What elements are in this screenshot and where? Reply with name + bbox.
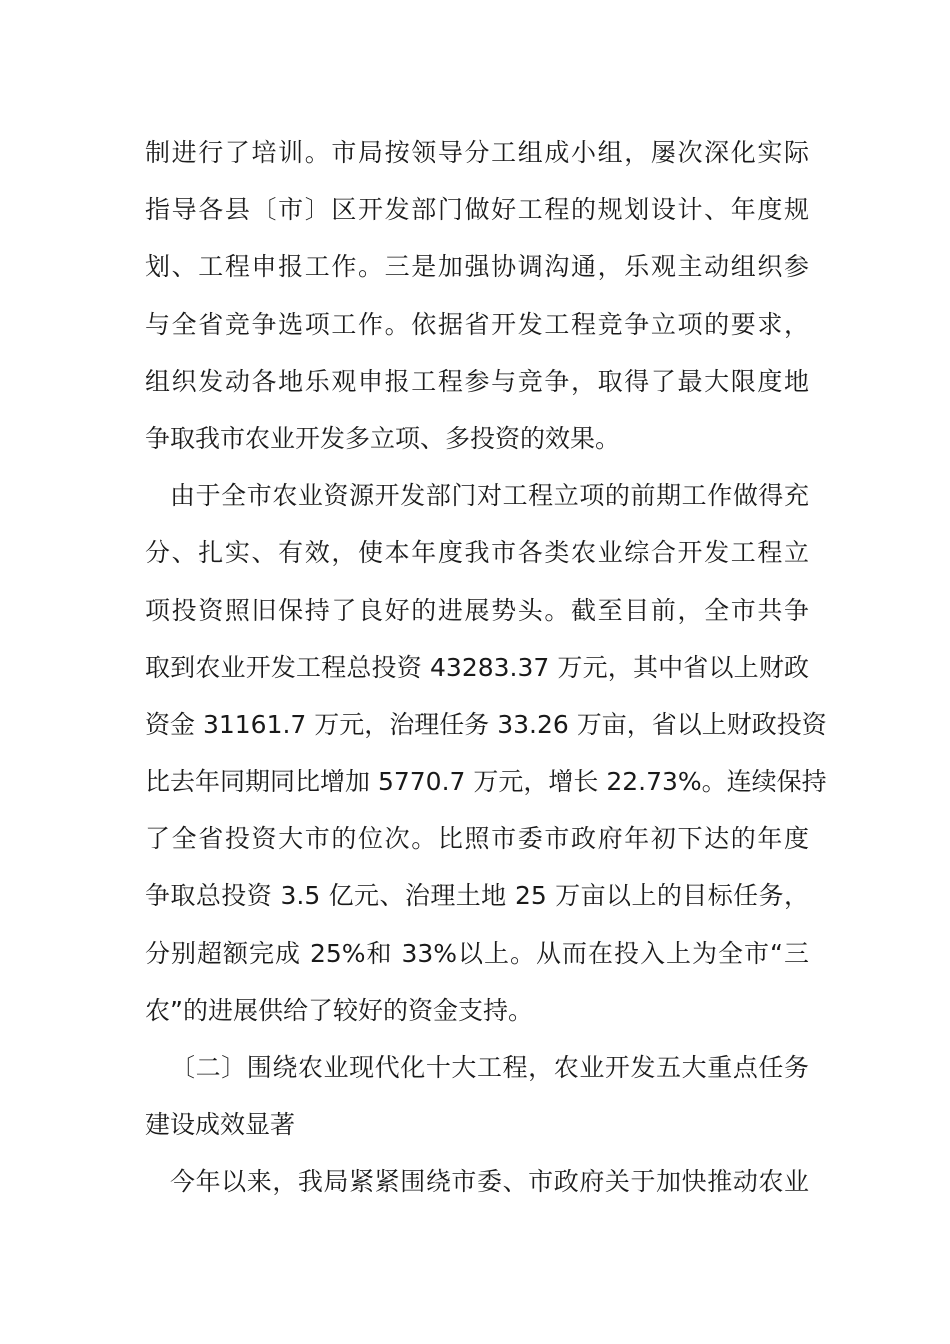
section-heading	[145, 1039, 809, 1153]
text-line: 分、扎实、有效，使本年度我市各类农业综合开发工程立	[145, 538, 809, 568]
paragraph-training	[145, 124, 809, 467]
paragraph-this-year	[145, 1153, 809, 1210]
heading-line: 〔二〕围绕农业现代化十大工程，农业开发五大重点任务	[170, 1053, 809, 1082]
text-line: 分别超额完成 25%和 33%以上。从而在投入上为全市“三	[145, 938, 809, 968]
text-line: 争取总投资 3.5 亿元、治理土地 25 万亩以上的目标任务，	[145, 881, 809, 911]
text-line: 争取我市农业开发多立项、多投资的效果。	[145, 423, 621, 453]
text-line: 农”的进展供给了较好的资金支持。	[145, 995, 533, 1025]
text-line: 组织发动各地乐观申报工程参与竞争，取得了最大限度地	[145, 366, 809, 396]
text-line: 今年以来，我局紧紧围绕市委、市政府关于加快推动农业	[170, 1167, 809, 1197]
text-line: 比去年同期同比增加 5770.7 万元，增长 22.73%。连续保持	[145, 767, 827, 797]
text-line: 项投资照旧保持了良好的进展势头。截至目前，全市共争	[145, 595, 809, 625]
heading-line: 建设成效显著	[145, 1110, 296, 1140]
body-text	[145, 124, 827, 1211]
text-line: 指导各县〔市〕区开发部门做好工程的规划设计、年度规	[145, 195, 809, 225]
paragraph-investment	[145, 467, 827, 1039]
text-line: 了全省投资大市的位次。比照市委市政府年初下达的年度	[145, 824, 809, 854]
text-line: 划、工程申报工作。三是加强协调沟通，乐观主动组织参	[145, 252, 809, 282]
text-line: 由于全市农业资源开发部门对工程立项的前期工作做得充	[170, 481, 809, 511]
text-line: 取到农业开发工程总投资 43283.37 万元，其中省以上财政	[145, 652, 809, 682]
text-line: 资金 31161.7 万元，治理任务 33.26 万亩，省以上财政投资	[145, 709, 827, 739]
text-line: 制进行了培训。市局按领导分工组成小组，屡次深化实际	[145, 138, 809, 167]
text-line: 与全省竞争选项工作。依据省开发工程竞争立项的要求，	[145, 309, 809, 339]
